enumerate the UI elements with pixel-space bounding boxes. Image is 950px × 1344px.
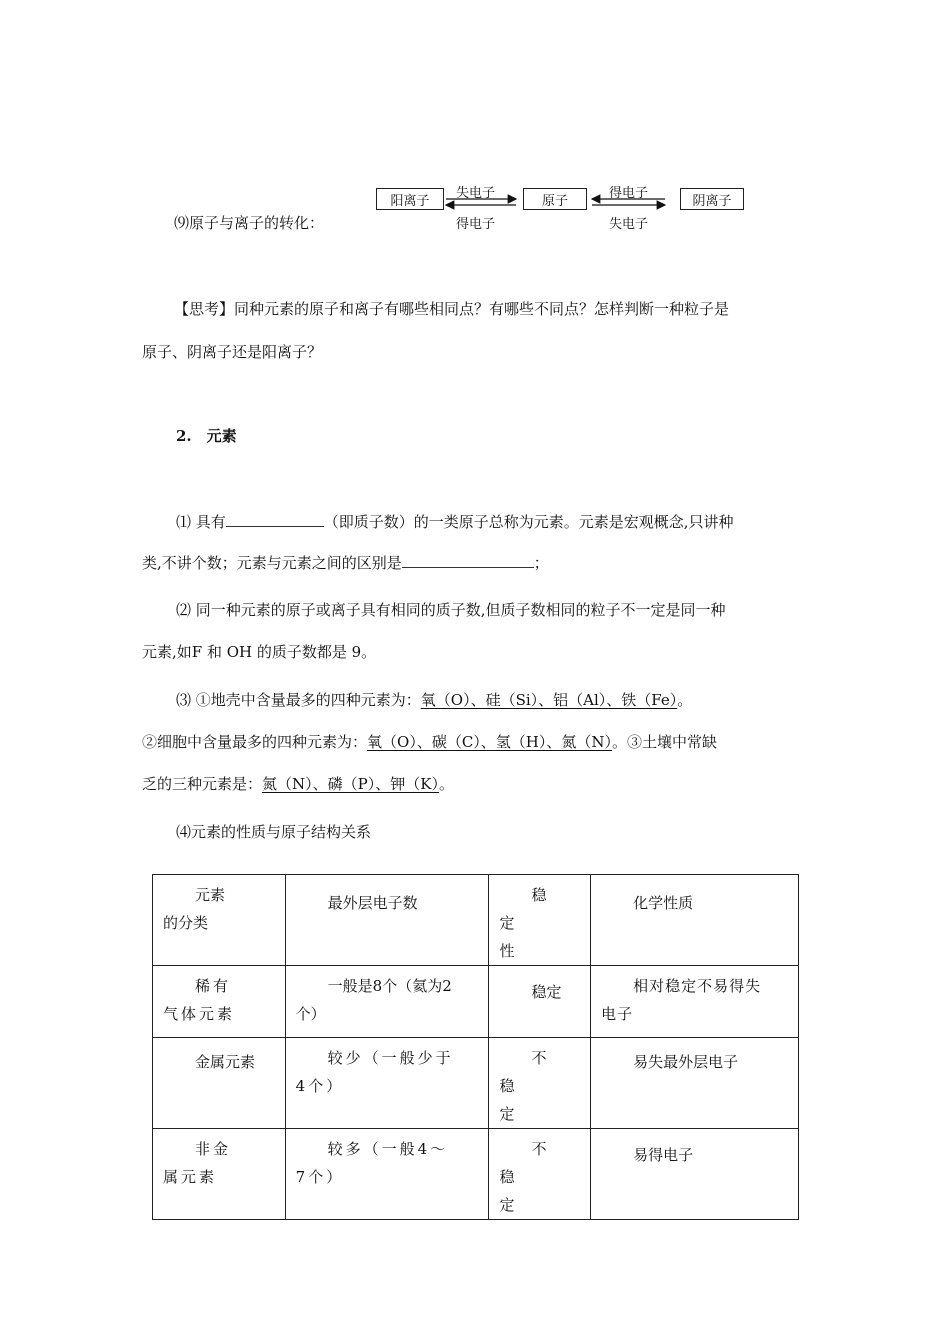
table-row [153,1129,799,1220]
blank-1 [226,512,324,527]
table-cell: 易得电子 [591,1129,799,1220]
table-cell: 较多（一般4～7个） [285,1129,489,1220]
table-cell: 相对稳定不易得失电子 [591,966,799,1038]
p3-a-underlined: 氧（O）、硅（Si）、铝（Al）、铁（Fe） [420,691,678,709]
arrow1-top-label: 失电子 [456,186,496,201]
table-cell: 非金属元素 [153,1129,286,1220]
p3-b-end: 。③土壤中常缺 [612,733,718,751]
table-header-row [153,875,799,966]
section-heading: 2. 元素 [176,427,237,445]
p3-a-end: 。 [677,691,693,709]
element-properties-table [152,874,799,1220]
conversion-arrows [440,192,760,214]
cation-box: 阳离子 [376,188,444,210]
header-cell: 稳定性 [489,875,591,966]
p3-c-end: 。 [438,775,454,793]
table-row [153,1038,799,1129]
p1-line1 [176,512,734,532]
p2-line2: 元素,如F 和 OH 的质子数都是 9。 [142,643,377,661]
header-cell: 化学性质 [591,875,799,966]
table-cell: 不稳定 [489,1129,591,1220]
think-line1: 【思考】同种元素的原子和离子有哪些相同点？有哪些不同点？怎样判断一种粒子是 [174,300,730,318]
table-cell: 一般是8个（氦为2个） [285,966,489,1038]
p3-c-underlined: 氮（N）、磷（P）、钾（K） [262,775,439,793]
conversion-label: ⑼原子与离子的转化： [174,214,325,232]
p3-b-underlined: 氧（O）、碳（C）、氢（H）、氮（N） [367,733,612,751]
table-row [153,966,799,1038]
atom-box: 原子 [523,188,587,210]
table-cell: 不稳定 [489,1038,591,1129]
table-cell: 稀有气体元素 [153,966,286,1038]
arrow2-bottom-label: 失电子 [609,217,649,232]
p1-line2 [142,553,549,573]
table-cell: 金属元素 [153,1038,286,1129]
p3-c: 乏的三种元素是： [142,775,263,793]
think-line2: 原子、阴离子还是阳离子？ [142,343,323,361]
p3-b: ②细胞中含量最多的四种元素为： [142,733,368,751]
p1-a: ⑴ 具有 [176,513,226,531]
p4-caption: ⑷元素的性质与原子结构关系 [176,823,372,841]
p1-b: （即质子数）的一类原子总称为元素。元素是宏观概念,只讲种 [323,513,734,531]
p3-line2 [142,732,717,752]
arrow1-bottom-label: 得电子 [456,217,496,232]
p3-line1 [176,690,692,710]
table-cell: 易失最外层电子 [591,1038,799,1129]
p1-d: ； [533,554,549,572]
table-cell: 稳定 [489,966,591,1038]
header-cell: 最外层电子数 [285,875,489,966]
blank-2 [402,553,534,568]
p3-line3 [142,774,454,794]
header-cell: 元素的分类 [153,875,286,966]
p3-a: ⑶ ①地壳中含量最多的四种元素为： [176,691,421,709]
arrow2-top-label: 得电子 [609,186,649,201]
anion-box: 阴离子 [680,188,744,210]
table-cell: 较少（一般少于4个） [285,1038,489,1129]
p2-line1: ⑵ 同一种元素的原子或离子具有相同的质子数,但质子数相同的粒子不一定是同一种 [176,601,726,619]
p1-c: 类,不讲个数；元素与元素之间的区别是 [142,554,402,572]
